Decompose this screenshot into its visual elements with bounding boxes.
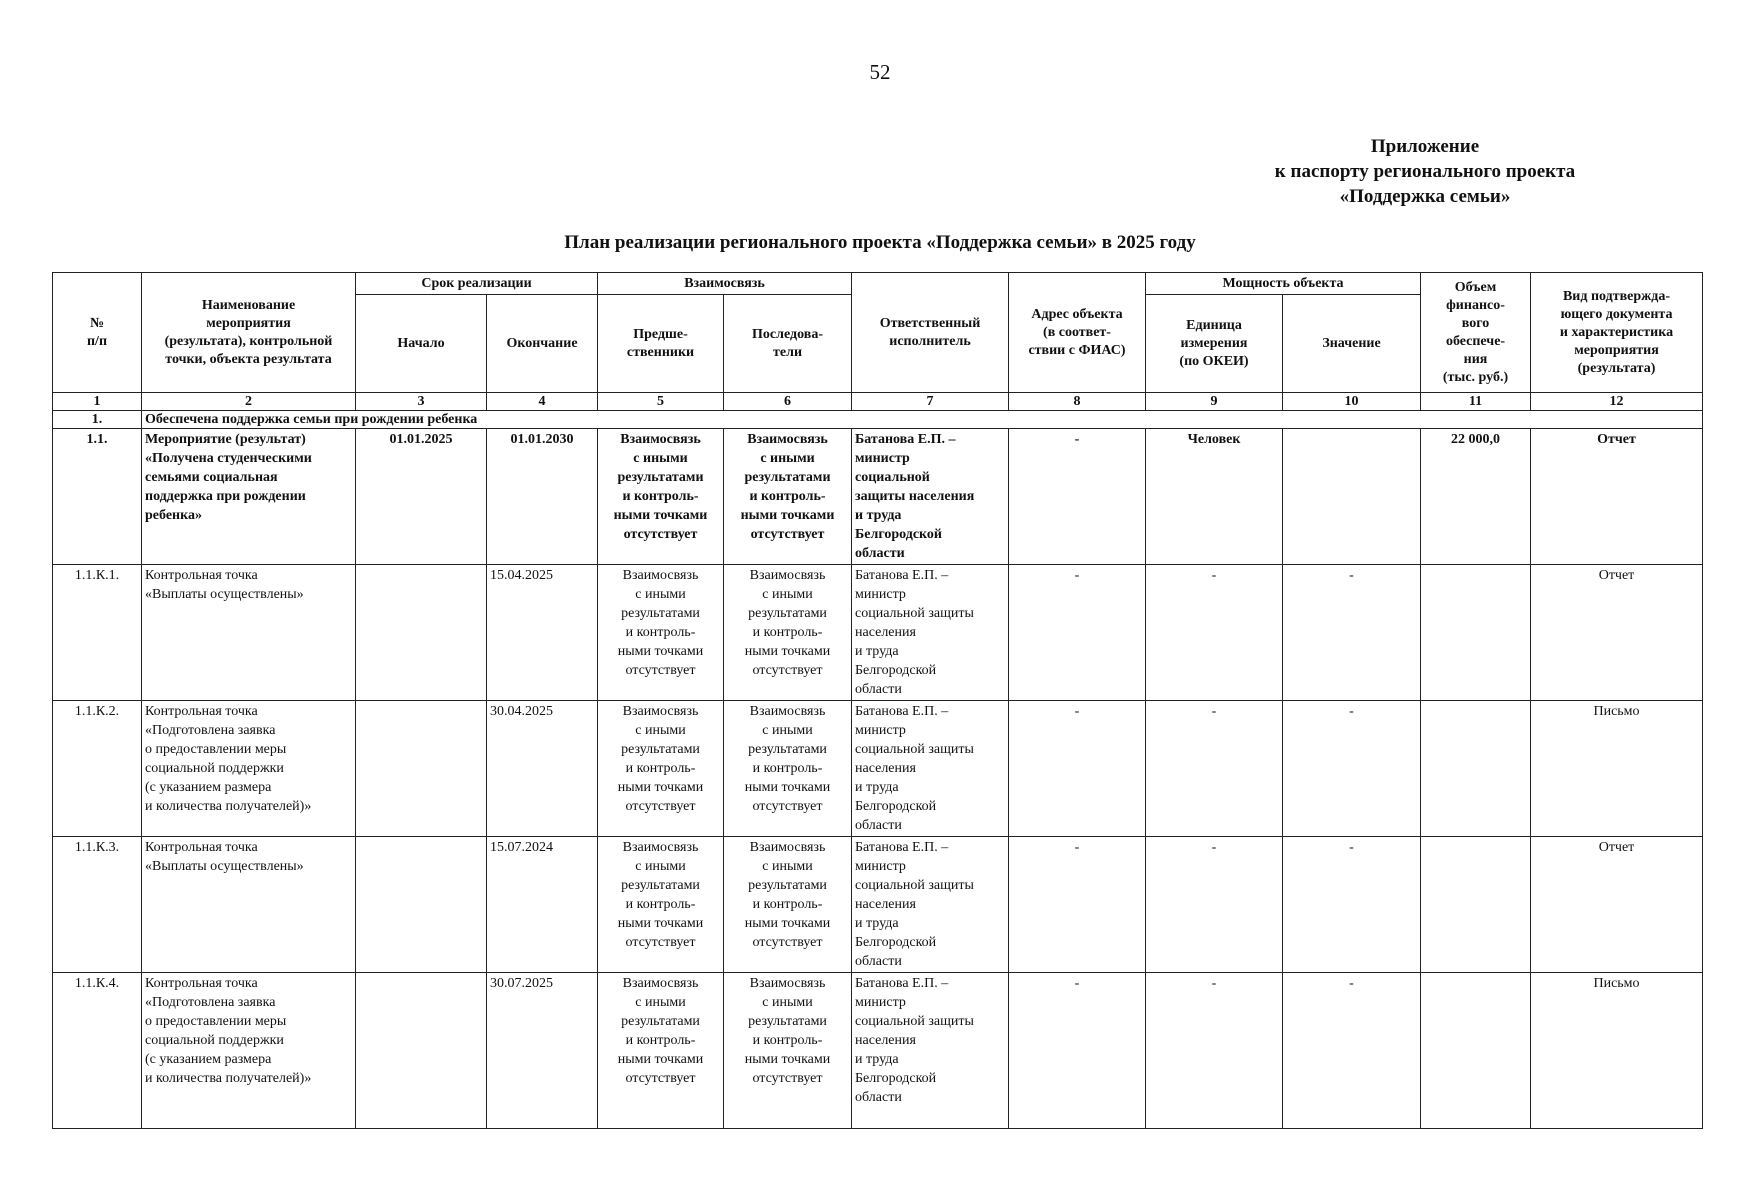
- row-address: -: [1009, 701, 1146, 837]
- appendix-line-1: Приложение: [1370, 136, 1480, 157]
- row-number: 1.1.К.4.: [53, 973, 142, 1129]
- appendix-line-3: «Поддержка семьи»: [1339, 186, 1511, 207]
- table-row: [53, 973, 1703, 1129]
- row-doc-type: Письмо: [1531, 701, 1703, 837]
- row-responsible: Батанова Е.П. – министр социальной защиты населения и труда Белгородской области: [852, 701, 1009, 837]
- table-row: [53, 429, 1703, 565]
- column-number: 7: [852, 393, 1009, 411]
- document-title: План реализации регионального проекта «Поддержка семьи» в 2025 году: [564, 232, 1196, 253]
- row-doc-type: Письмо: [1531, 973, 1703, 1129]
- column-number: 2: [142, 393, 356, 411]
- header-predecessors: Предше- ственники: [598, 295, 724, 393]
- row-end-date: 15.07.2024: [487, 837, 598, 973]
- column-number: 12: [1531, 393, 1703, 411]
- row-value: -: [1283, 973, 1421, 1129]
- section-row: [53, 411, 1703, 429]
- row-unit: -: [1146, 973, 1283, 1129]
- column-number: 10: [1283, 393, 1421, 411]
- plan-table-container: [52, 272, 1703, 1129]
- header-doc-type: Вид подтвержда- ющего документа и характеристика мероприятия (результата): [1531, 273, 1703, 393]
- row-address: -: [1009, 429, 1146, 565]
- row-responsible: Батанова Е.П. – министр социальной защиты населения и труда Белгородской области: [852, 837, 1009, 973]
- row-name: Контрольная точка «Выплаты осуществлены»: [142, 837, 356, 973]
- row-value: -: [1283, 837, 1421, 973]
- row-start-date: [356, 837, 487, 973]
- row-start-date: [356, 973, 487, 1129]
- row-start-date: 01.01.2025: [356, 429, 487, 565]
- header-funding: Объем финансо- вого обеспече- ния (тыс. руб.): [1421, 273, 1531, 393]
- row-number: 1.1.К.1.: [53, 565, 142, 701]
- row-number: 1.1.К.3.: [53, 837, 142, 973]
- row-value: -: [1283, 701, 1421, 837]
- row-funding: [1421, 837, 1531, 973]
- row-successors: Взаимосвязь с иными результатами и контроль- ными точками отсутствует: [724, 429, 852, 565]
- appendix-line-2: к паспорту регионального проекта: [1274, 161, 1576, 182]
- row-funding: [1421, 701, 1531, 837]
- row-predecessors: Взаимосвязь с иными результатами и контроль- ными точками отсутствует: [598, 429, 724, 565]
- row-end-date: 30.04.2025: [487, 701, 598, 837]
- row-value: -: [1283, 565, 1421, 701]
- row-successors: Взаимосвязь с иными результатами и контроль- ными точками отсутствует: [724, 565, 852, 701]
- row-unit: -: [1146, 837, 1283, 973]
- row-doc-type: Отчет: [1531, 565, 1703, 701]
- table-header-row: [53, 273, 1703, 295]
- row-number: 1.1.: [53, 429, 142, 565]
- column-number: 5: [598, 393, 724, 411]
- header-end: Окончание: [487, 295, 598, 393]
- header-relation: Взаимосвязь: [598, 273, 852, 295]
- row-responsible: Батанова Е.П. – министр социальной защиты населения и труда Белгородской области: [852, 429, 1009, 565]
- row-value: [1283, 429, 1421, 565]
- row-unit: -: [1146, 565, 1283, 701]
- row-address: -: [1009, 973, 1146, 1129]
- row-predecessors: Взаимосвязь с иными результатами и контроль- ными точками отсутствует: [598, 701, 724, 837]
- page-number: 52: [869, 60, 891, 84]
- row-responsible: Батанова Е.П. – министр социальной защиты населения и труда Белгородской области: [852, 565, 1009, 701]
- row-predecessors: Взаимосвязь с иными результатами и контроль- ными точками отсутствует: [598, 973, 724, 1129]
- column-number-row: [53, 393, 1703, 411]
- column-number: 3: [356, 393, 487, 411]
- row-end-date: 15.04.2025: [487, 565, 598, 701]
- header-start: Начало: [356, 295, 487, 393]
- column-number: 9: [1146, 393, 1283, 411]
- row-name: Контрольная точка «Подготовлена заявка о предоставлении меры социальной поддержки (с указанием размера и количества получателей)»: [142, 973, 356, 1129]
- plan-table: [52, 272, 1703, 1129]
- column-number: 1: [53, 393, 142, 411]
- header-num: № п/п: [53, 273, 142, 393]
- row-address: -: [1009, 565, 1146, 701]
- row-funding: [1421, 565, 1531, 701]
- row-doc-type: Отчет: [1531, 429, 1703, 565]
- row-name: Мероприятие (результат) «Получена студенческими семьями социальная поддержка при рождении ребенка»: [142, 429, 356, 565]
- row-doc-type: Отчет: [1531, 837, 1703, 973]
- row-start-date: [356, 701, 487, 837]
- table-row: [53, 837, 1703, 973]
- column-number: 6: [724, 393, 852, 411]
- table-row: [53, 565, 1703, 701]
- row-successors: Взаимосвязь с иными результатами и контроль- ными точками отсутствует: [724, 701, 852, 837]
- row-funding: [1421, 973, 1531, 1129]
- row-funding: 22 000,0: [1421, 429, 1531, 565]
- column-number: 8: [1009, 393, 1146, 411]
- appendix-heading: [1225, 134, 1625, 209]
- row-successors: Взаимосвязь с иными результатами и контроль- ными точками отсутствует: [724, 837, 852, 973]
- row-predecessors: Взаимосвязь с иными результатами и контроль- ными точками отсутствует: [598, 565, 724, 701]
- header-responsible: Ответственный исполнитель: [852, 273, 1009, 393]
- table-row: [53, 701, 1703, 837]
- row-responsible: Батанова Е.П. – министр социальной защиты населения и труда Белгородской области: [852, 973, 1009, 1129]
- section-title: Обеспечена поддержка семьи при рождении ребенка: [142, 411, 1703, 429]
- column-number: 4: [487, 393, 598, 411]
- header-value: Значение: [1283, 295, 1421, 393]
- row-end-date: 30.07.2025: [487, 973, 598, 1129]
- column-number: 11: [1421, 393, 1531, 411]
- section-number: 1.: [53, 411, 142, 429]
- row-name: Контрольная точка «Выплаты осуществлены»: [142, 565, 356, 701]
- row-number: 1.1.К.2.: [53, 701, 142, 837]
- row-successors: Взаимосвязь с иными результатами и контроль- ными точками отсутствует: [724, 973, 852, 1129]
- row-predecessors: Взаимосвязь с иными результатами и контроль- ными точками отсутствует: [598, 837, 724, 973]
- row-start-date: [356, 565, 487, 701]
- header-capacity: Мощность объекта: [1146, 273, 1421, 295]
- header-successors: Последова- тели: [724, 295, 852, 393]
- row-end-date: 01.01.2030: [487, 429, 598, 565]
- row-unit: Человек: [1146, 429, 1283, 565]
- header-unit: Единица измерения (по ОКЕИ): [1146, 295, 1283, 393]
- header-name: Наименование мероприятия (результата), контрольной точки, объекта результата: [142, 273, 356, 393]
- row-unit: -: [1146, 701, 1283, 837]
- row-address: -: [1009, 837, 1146, 973]
- row-name: Контрольная точка «Подготовлена заявка о предоставлении меры социальной поддержки (с указанием размера и количества получателей)»: [142, 701, 356, 837]
- header-address: Адрес объекта (в соответ- ствии с ФИАС): [1009, 273, 1146, 393]
- header-period: Срок реализации: [356, 273, 598, 295]
